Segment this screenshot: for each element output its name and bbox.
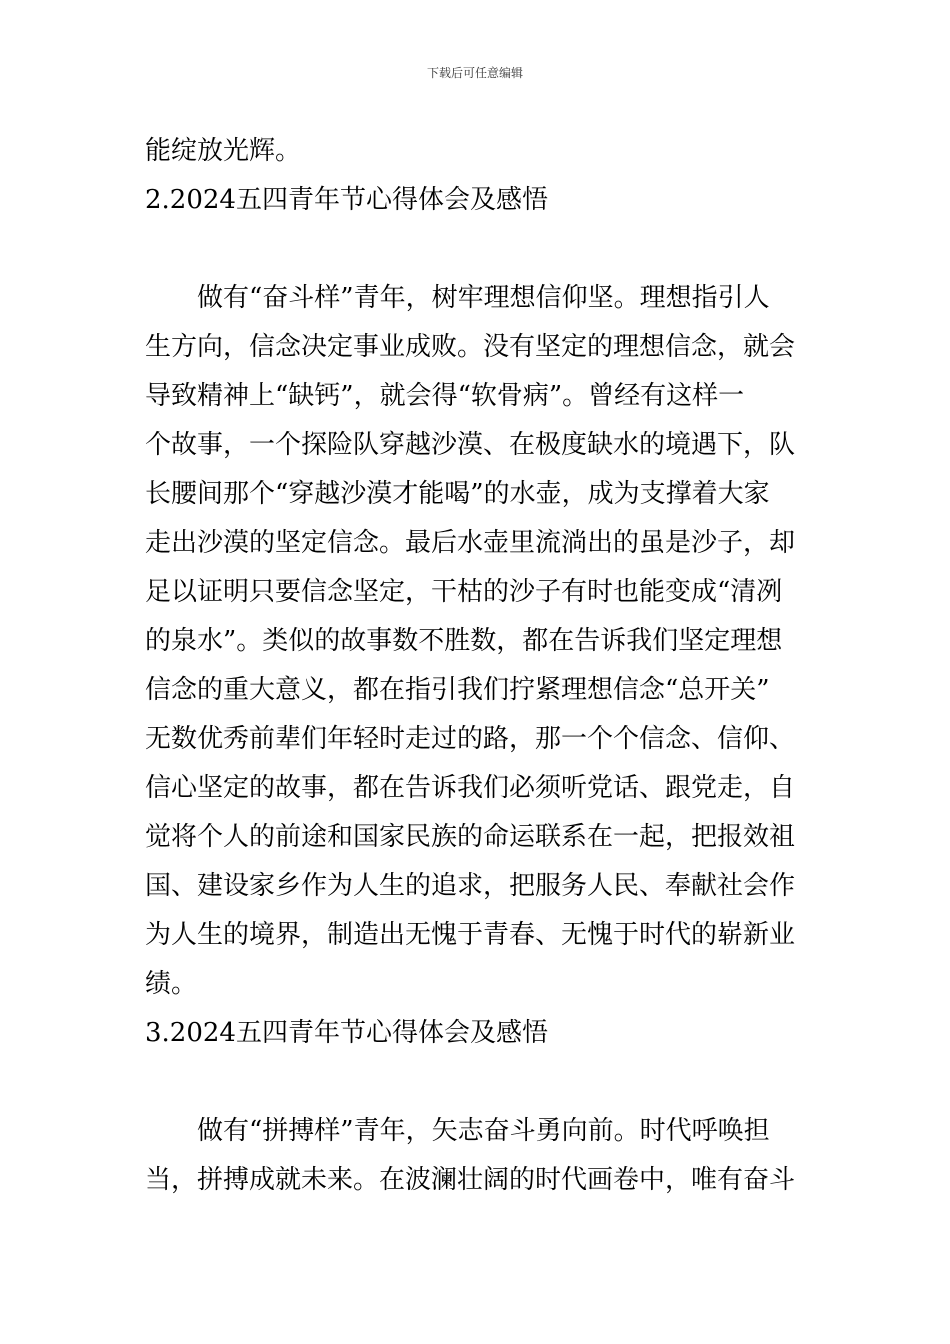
text-line: 绩。 [145,969,198,999]
text-line: 无数优秀前辈们年轻时走过的路，那一个个信念、信仰、 [145,724,796,754]
blank-line [145,1058,807,1107]
text-line: 个故事，一个探险队穿越沙漠、在极度缺水的境遇下，队 [145,430,796,460]
text-line: 生方向，信念决定事业成败。没有坚定的理想信念，就会 [145,332,796,362]
text-line: 的泉水”。类似的故事数不胜数，都在告诉我们坚定理想 [145,626,783,656]
blank-line [145,225,807,274]
text-line: 走出沙漠的坚定信念。最后水壶里流淌出的虽是沙子，却 [145,528,796,558]
page-header: 下载后可任意编辑 [426,66,523,80]
text-line: 信心坚定的故事，都在告诉我们必须听党话、跟党走，自 [145,773,796,803]
text-line: 2.2024五四青年节心得体会及感悟 [145,185,548,215]
text-line: 觉将个人的前途和国家民族的命运联系在一起，把报效祖 [145,822,796,852]
text-line: 做有“拼搏样”青年，矢志奋斗勇向前。时代呼唤担 [197,1116,770,1146]
text-line: 做有“奋斗样”青年，树牢理想信仰坚。理想指引人 [197,283,770,313]
text-line: 国、建设家乡作为人生的追求，把服务人民、奉献社会作 [145,871,796,901]
text-line: 当，拼搏成就未来。在波澜壮阔的时代画卷中，唯有奋斗 [145,1165,796,1195]
text-line: 导致精神上“缺钙”，就会得“软骨病”。曾经有这样一 [145,381,745,411]
document-body [145,127,807,1205]
text-line: 长腰间那个“穿越沙漠才能喝”的水壶，成为支撑着大家 [145,479,770,509]
text-line: 足以证明只要信念坚定，干枯的沙子有时也能变成“清冽 [145,577,783,607]
text-line: 3.2024五四青年节心得体会及感悟 [145,1018,548,1048]
text-line: 能绽放光辉。 [145,136,302,166]
text-line: 为人生的境界，制造出无愧于青春、无愧于时代的崭新业 [145,920,796,950]
text-line: 信念的重大意义，都在指引我们拧紧理想信念“总开关” [145,675,770,705]
